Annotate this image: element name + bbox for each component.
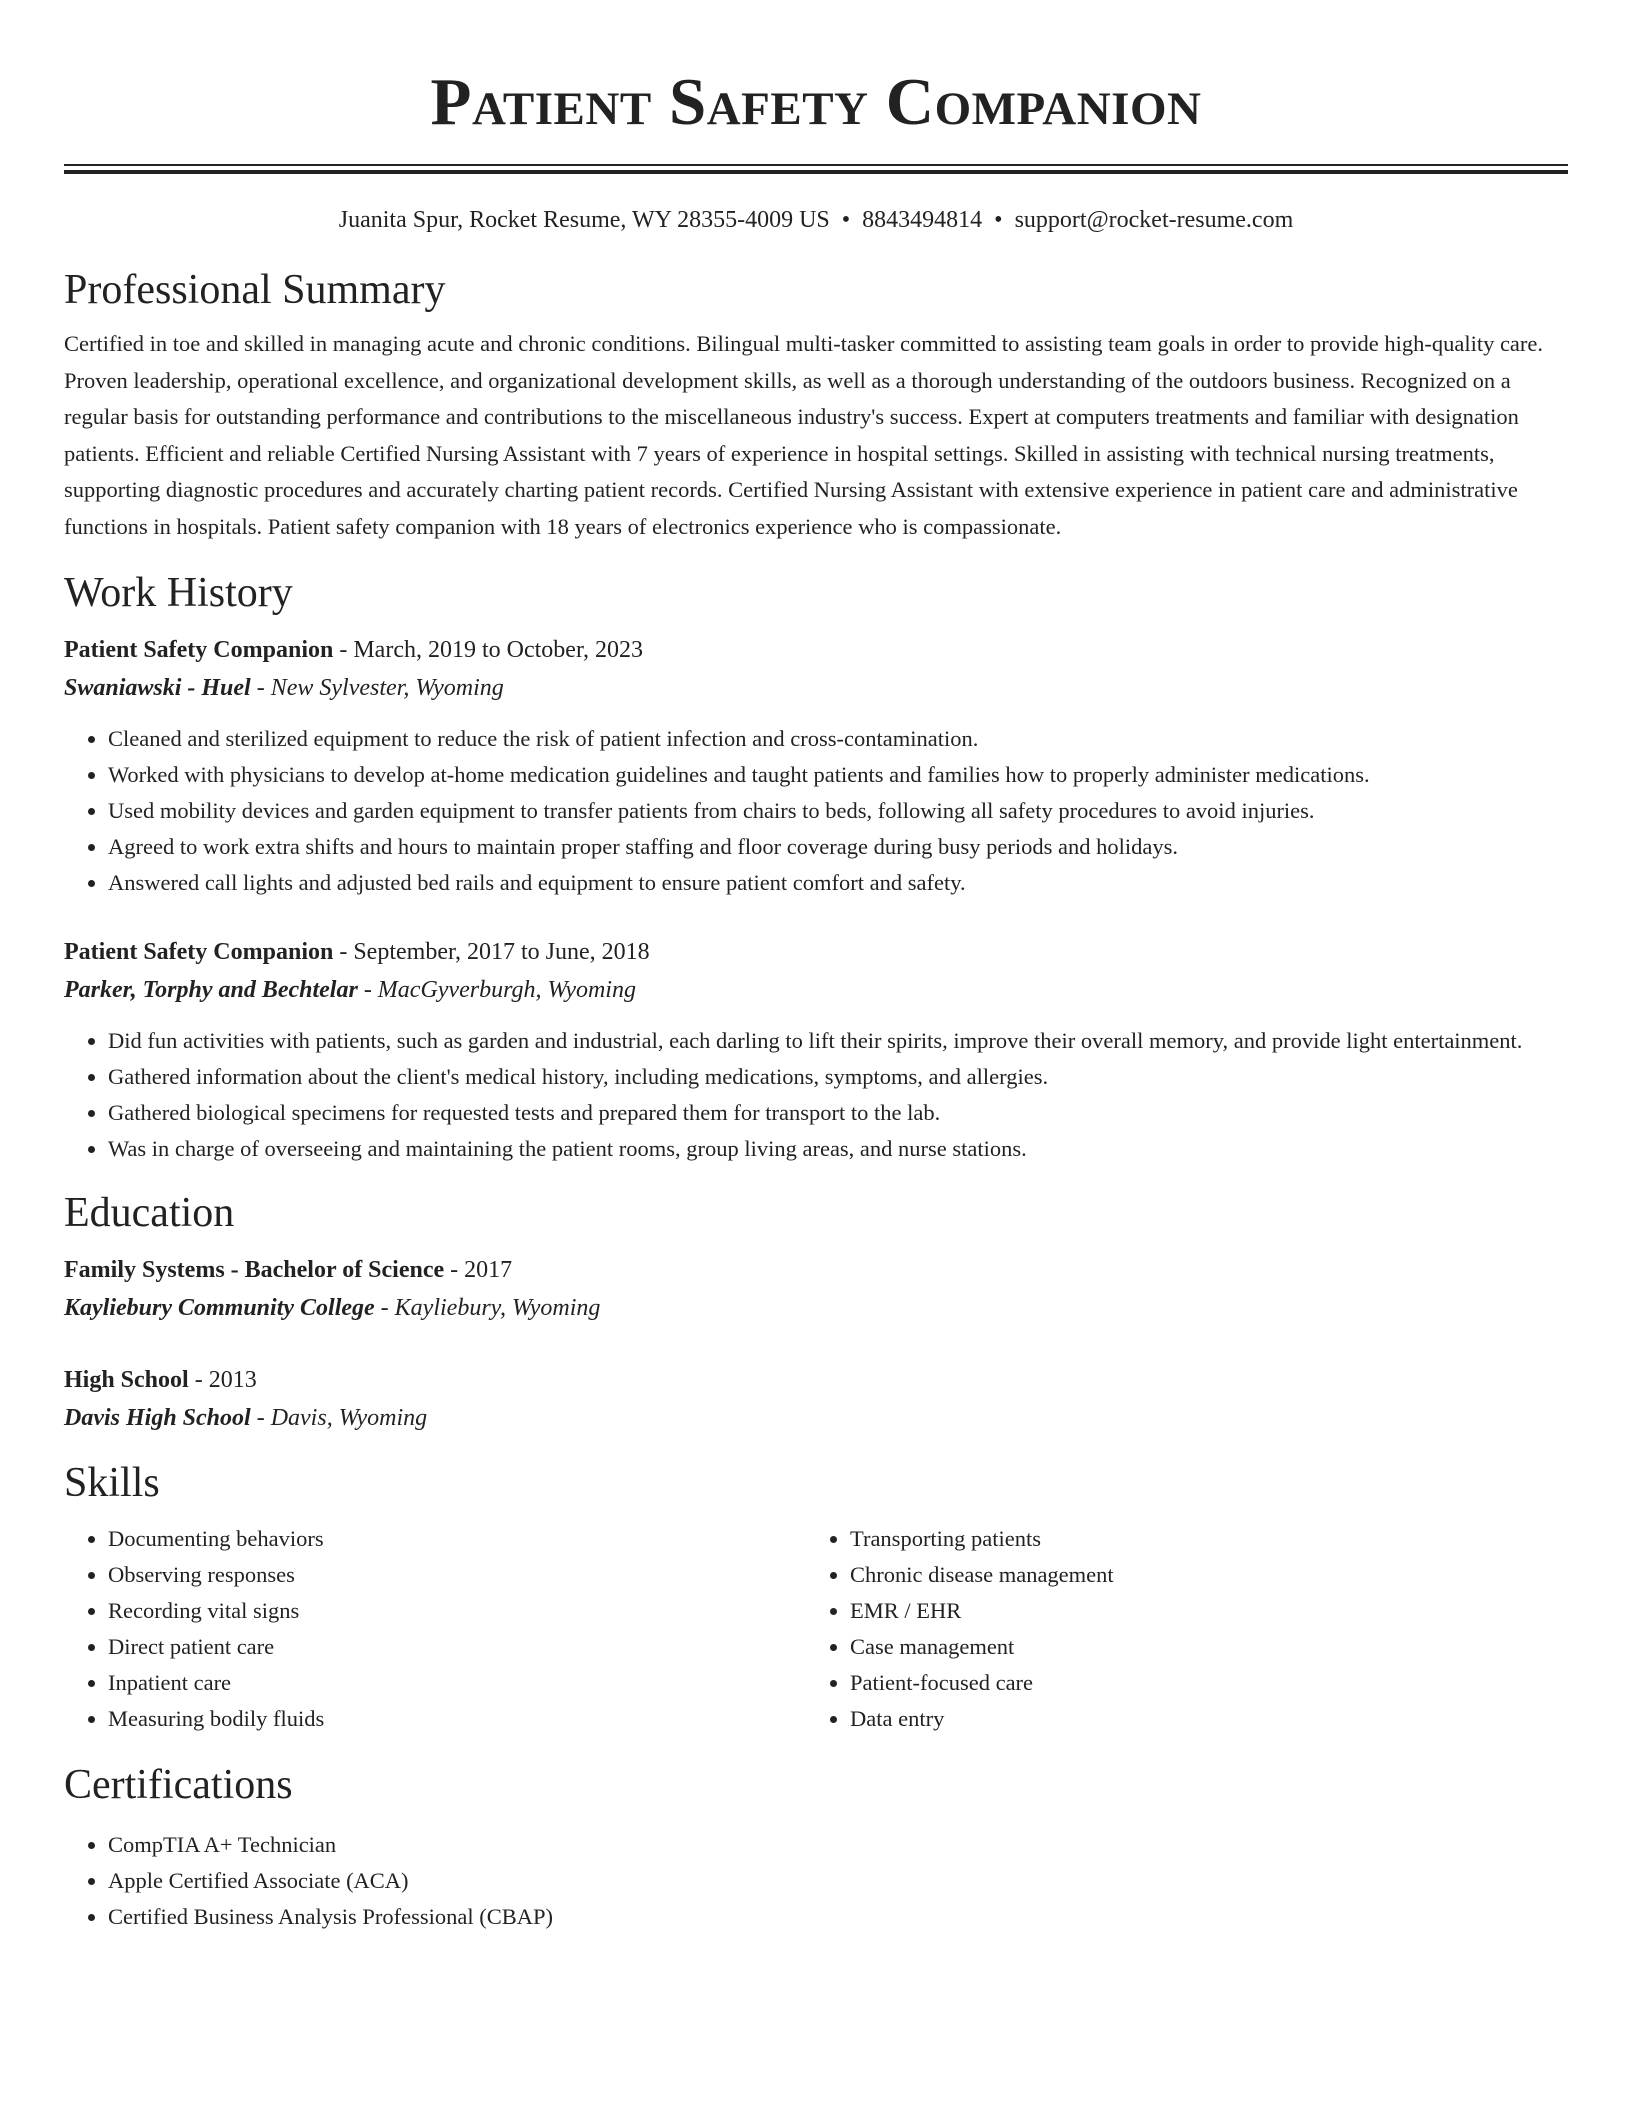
job-title-line — [64, 631, 1568, 669]
job-duty: • Gathered biological specimens for requested tests and prepared them for transport to the lab. — [108, 1095, 1568, 1131]
certifications-heading: Certifications — [64, 1762, 293, 1808]
job-entry — [64, 631, 1568, 901]
certifications-list — [64, 1827, 1568, 1935]
education-school-line — [64, 1289, 1568, 1327]
job-duty: • Was in charge of overseeing and maintaining the patient rooms, group living areas, and nurse stations. — [108, 1131, 1568, 1167]
education-degree-line — [64, 1251, 1568, 1289]
certification-item: • Apple Certified Associate (ACA) — [108, 1863, 1568, 1899]
education-degree-line — [64, 1361, 1568, 1399]
contact-separator: • — [841, 207, 851, 233]
job-location: - New Sylvester, Wyoming — [250, 675, 504, 701]
job-title: Patient Safety Companion — [64, 939, 334, 965]
job-location: - MacGyverburgh, Wyoming — [357, 977, 636, 1003]
certification-item: • CompTIA A+ Technician — [108, 1827, 1568, 1863]
skills-column-right — [806, 1521, 1548, 1737]
divider-thin-line — [64, 164, 1568, 166]
job-duty: • Cleaned and sterilized equipment to reduce the risk of patient infection and cross-contamination. — [108, 721, 1568, 757]
job-title: Patient Safety Companion — [64, 637, 334, 663]
work-history-heading: Work History — [64, 570, 293, 616]
education-entry — [64, 1361, 1568, 1437]
skills-heading: Skills — [64, 1460, 160, 1506]
job-duty: • Gathered information about the client's medical history, including medications, symptoms, and allergies. — [108, 1059, 1568, 1095]
job-dates: - March, 2019 to October, 2023 — [333, 637, 643, 663]
education-school-line — [64, 1399, 1568, 1437]
job-dates: - September, 2017 to June, 2018 — [333, 939, 650, 965]
education-heading: Education — [64, 1190, 235, 1236]
skill-item: • Inpatient care — [108, 1665, 806, 1701]
job-duty: • Did fun activities with patients, such as garden and industrial, each darling to lift their spirits, improve their overall memory, and provide light entertainment. — [108, 1023, 1568, 1059]
summary-text: Certified in toe and skilled in managing acute and chronic conditions. Bilingual multi-tasker committed to assisting team goals in order to provide high-quality care. Proven leadership, operational excellence, and organizational development skills, as well as a thorough understanding of the outdoors business. Recognized on a regular basis for outstanding performance and contributions to the miscellaneous industry's success. Expert at computers treatments and familiar with designation patients. Efficient and reliable Certified Nursing Assistant with 7 years of experience in hospital settings. Skilled in assisting with technical nursing treatments, supporting diagnostic procedures and accurately charting patient records. Certified Nursing Assistant with extensive experience in patient care and administrative functions in hospitals. Patient safety companion with 18 years of electronics experience who is compassionate. — [64, 331, 1544, 539]
education-degree: High School — [64, 1367, 189, 1393]
skill-item: • Documenting behaviors — [108, 1521, 806, 1557]
job-duties-list — [64, 721, 1568, 901]
header-divider — [64, 164, 1568, 174]
job-duties-list — [64, 1023, 1568, 1167]
job-duty: • Used mobility devices and garden equipment to transfer patients from chairs to beds, following all safety procedures to avoid injuries. — [108, 793, 1568, 829]
education-degree: Family Systems - Bachelor of Science — [64, 1257, 445, 1283]
skill-item: • Direct patient care — [108, 1629, 806, 1665]
skills-grid — [64, 1521, 1568, 1737]
skill-item: • Recording vital signs — [108, 1593, 806, 1629]
education-entry — [64, 1251, 1568, 1327]
contact-phone: 8843494814 — [862, 207, 983, 233]
education-school: Davis High School — [64, 1405, 251, 1431]
skill-item: • Transporting patients — [850, 1521, 1548, 1557]
contact-line — [64, 202, 1568, 238]
job-company-line — [64, 971, 1568, 1009]
job-entry — [64, 933, 1568, 1167]
skill-item: • Measuring bodily fluids — [108, 1701, 806, 1737]
summary-heading: Professional Summary — [64, 267, 446, 313]
education-location: - Kayliebury, Wyoming — [374, 1295, 601, 1321]
education-year: - 2013 — [188, 1367, 257, 1393]
skill-item: • Data entry — [850, 1701, 1548, 1737]
job-company-line — [64, 669, 1568, 707]
skill-item: • Observing responses — [108, 1557, 806, 1593]
education-year: - 2017 — [444, 1257, 513, 1283]
resume-name: Patient Safety Companion — [430, 65, 1202, 139]
skills-column-left — [64, 1521, 806, 1737]
skill-item: • Patient-focused care — [850, 1665, 1548, 1701]
job-duty: • Answered call lights and adjusted bed rails and equipment to ensure patient comfort and safety. — [108, 865, 1568, 901]
education-location: - Davis, Wyoming — [250, 1405, 428, 1431]
certification-item: • Certified Business Analysis Professional (CBAP) — [108, 1899, 1568, 1935]
job-company: Swaniawski - Huel — [64, 675, 251, 701]
education-school: Kayliebury Community College — [64, 1295, 375, 1321]
divider-thick-line — [64, 170, 1568, 174]
job-duty: • Worked with physicians to develop at-home medication guidelines and taught patients and families how to properly administer medications. — [108, 757, 1568, 793]
skill-item: • Case management — [850, 1629, 1548, 1665]
contact-address: Juanita Spur, Rocket Resume, WY 28355-4009 US — [338, 207, 830, 233]
job-title-line — [64, 933, 1568, 971]
skill-item: • Chronic disease management — [850, 1557, 1548, 1593]
contact-separator: • — [994, 207, 1003, 233]
skill-item: • EMR / EHR — [850, 1593, 1548, 1629]
contact-email: support@rocket-resume.com — [1014, 207, 1294, 233]
job-company: Parker, Torphy and Bechtelar — [64, 977, 358, 1003]
job-duty: • Agreed to work extra shifts and hours to maintain proper staffing and floor coverage during busy periods and holidays. — [108, 829, 1568, 865]
